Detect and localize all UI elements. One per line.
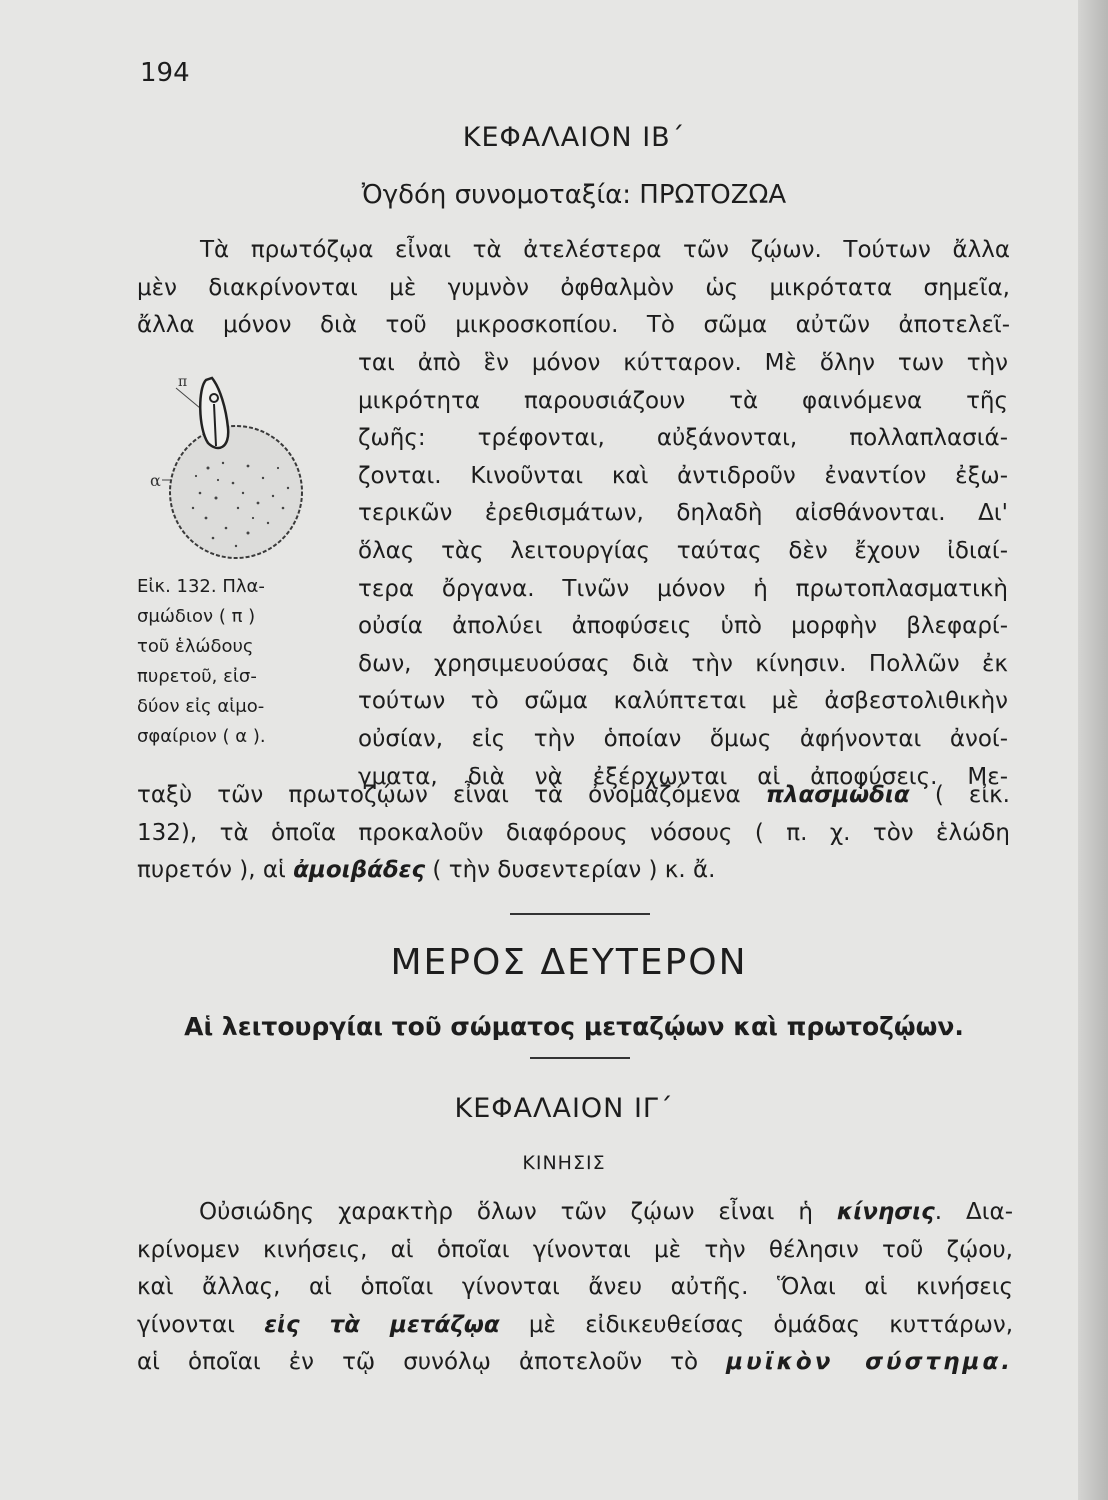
chapter-12-subtitle: Ὀγδόη συνομοταξία: ΠΡΩΤΟΖΩΑ bbox=[361, 180, 787, 210]
text-line: γματα, διὰ νὰ ἐξέρχωνται αἱ ἀποφύσεις. Με- bbox=[358, 763, 1008, 790]
section-divider bbox=[510, 913, 650, 915]
caption-line: σμώδιον ( π ) bbox=[137, 606, 256, 627]
text-line: μὲν διακρίνονται μὲ γυμνὸν ὀφθαλμὸν ὡς μικρότατα σημεῖα, bbox=[137, 274, 1010, 301]
caption-line: σφαίριον ( α ). bbox=[137, 726, 266, 747]
page-number: 194 bbox=[140, 58, 190, 88]
text-line: δων, χρησιμευούσας διὰ τὴν κίνησιν. Πολλῶν ἐκ bbox=[358, 650, 1008, 677]
red-blood-cell bbox=[170, 426, 302, 558]
text-line: οὐσίαν, εἰς τὴν ὁποίαν ὅμως ἀφήνονται ἀνοί- bbox=[358, 725, 1008, 752]
text-line: τερικῶν ἐρεθισμάτων, δηλαδὴ αἰσθάνονται. Δι' bbox=[358, 500, 1008, 527]
text-line: ὅλας τὰς λειτουργίας ταύτας δὲν ἔχουν ἰδιαί- bbox=[358, 537, 1008, 564]
label-pointer bbox=[176, 388, 200, 408]
term-amoebae: ἀμοιβάδες bbox=[293, 857, 426, 884]
text-line: ταξὺ τῶν πρωτοζῴων εἶναι τὰ ὀνομαζόμενα πλασμώδια ( εἰκ. bbox=[137, 782, 1010, 808]
chapter-12-title: ΚΕΦΑΛΑΙΟΝ ΙΒ΄ bbox=[462, 122, 686, 153]
paragraph-1-opening bbox=[137, 232, 1010, 345]
text-line: ται ἀπὸ ἓν μόνον κύτταρον. Μὲ ὅλην των τὴν bbox=[358, 350, 1008, 376]
text-line: αἱ ὁποῖαι ἐν τῷ συνόλῳ ἀποτελοῦν τὸ μυϊκὸν σύστημα. bbox=[137, 1349, 1013, 1376]
figure-label-pi: π bbox=[178, 374, 188, 390]
text-line: ἄλλα μόνον διὰ τοῦ μικροσκοπίου. Τὸ σῶμα αὐτῶν ἀποτελεῖ- bbox=[137, 312, 1010, 339]
figure-label-alpha: α bbox=[150, 471, 161, 490]
paragraph-2 bbox=[137, 1194, 1013, 1382]
text-line: Τὰ πρωτόζῳα εἶναι τὰ ἀτελέστερα τῶν ζῴων. Τούτων ἄλλα bbox=[200, 237, 1010, 263]
part-two-subtitle: Αἱ λειτουργίαι τοῦ σώματος μεταζῴων καὶ πρωτοζῴων. bbox=[184, 1012, 964, 1041]
figure-plasmodium bbox=[148, 368, 318, 568]
text-line: πυρετόν ), αἱ ἀμοιβάδες ( τὴν δυσεντερίαν ) κ. ἄ. bbox=[137, 857, 716, 884]
term-muscular-system: μυϊκὸν σύστημα. bbox=[726, 1349, 1013, 1376]
caption-line: πυρετοῦ, εἰσ- bbox=[137, 666, 257, 687]
term-kinesis: κίνησις bbox=[836, 1199, 935, 1225]
term-metazoa: εἰς τὰ μετάζῳα bbox=[264, 1311, 500, 1338]
chapter-13-title: ΚΕΦΑΛΑΙΟΝ ΙΓ΄ bbox=[454, 1093, 674, 1124]
plasmodium-illustration bbox=[148, 368, 318, 568]
page-edge-shadow bbox=[1078, 0, 1108, 1500]
figure-caption bbox=[137, 572, 327, 752]
term-plasmodia: πλασμώδια bbox=[765, 782, 910, 808]
caption-line: Εἰκ. 132. Πλα- bbox=[137, 576, 265, 597]
text-line: τερα ὄργανα. Τινῶν μόνον ἡ πρωτοπλασματικὴ bbox=[358, 575, 1008, 602]
text-line: κρίνομεν κινήσεις, αἱ ὁποῖαι γίνονται μὲ τὴν θέλησιν τοῦ ζῴου, bbox=[137, 1236, 1013, 1263]
section-divider bbox=[530, 1057, 630, 1059]
text-line: ζωῆς: τρέφονται, αὐξάνονται, πολλαπλασιά- bbox=[358, 425, 1008, 452]
caption-line: τοῦ ἑλώδους bbox=[137, 636, 254, 657]
text-line: Οὐσιώδης χαρακτὴρ ὅλων τῶν ζῴων εἶναι ἡ κίνησις. Δια- bbox=[199, 1199, 1013, 1225]
paragraph-1-column bbox=[358, 345, 1008, 796]
part-two-title: ΜΕΡΟΣ ΔΕΥΤΕΡΟΝ bbox=[390, 942, 748, 983]
text-line: 132), τὰ ὁποῖα προκαλοῦν διαφόρους νόσους ( π. χ. τὸν ἑλώδη bbox=[137, 819, 1010, 846]
paragraph-1-closing bbox=[137, 777, 1010, 890]
text-line: γίνονται εἰς τὰ μετάζῳα μὲ εἰδικευθείσας ὁμάδας κυττάρων, bbox=[137, 1311, 1014, 1338]
text-line: τούτων τὸ σῶμα καλύπτεται μὲ ἀσβεστολιθικὴν bbox=[358, 688, 1008, 715]
text-line: ζονται. Κινοῦνται καὶ ἀντιδροῦν ἐναντίον ἐξω- bbox=[358, 462, 1008, 489]
caption-line: δύον εἰς αἱμο- bbox=[137, 696, 265, 717]
section-heading-motion: ΚΙΝΗΣΙΣ bbox=[522, 1152, 606, 1174]
text-line: οὐσία ἀπολύει ἀποφύσεις ὑπὸ μορφὴν βλεφαρί- bbox=[358, 613, 1008, 640]
text-line: καὶ ἄλλας, αἱ ὁποῖαι γίνονται ἄνευ αὐτῆς. Ὅλαι αἱ κινήσεις bbox=[137, 1274, 1013, 1301]
text-line: μικρότητα παρουσιάζουν τὰ φαινόμενα τῆς bbox=[358, 387, 1008, 414]
